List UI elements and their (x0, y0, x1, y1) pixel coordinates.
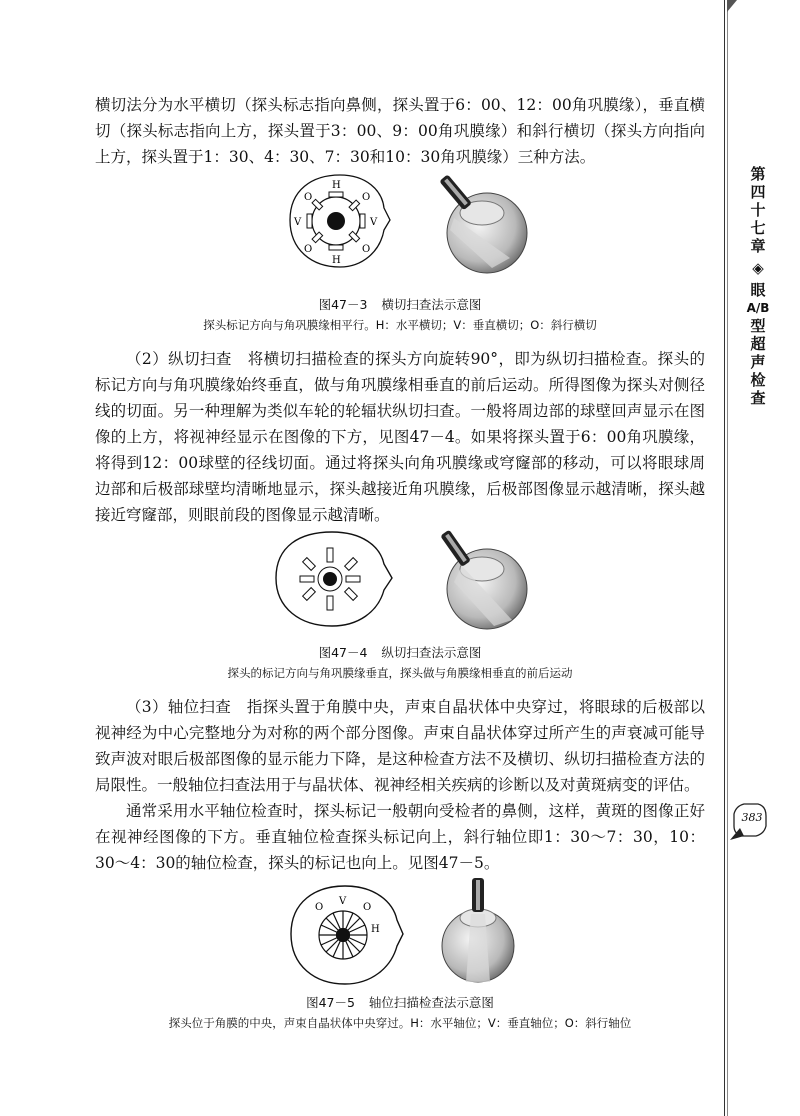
chapter-char: 七 (750, 219, 766, 237)
label-o-right: O (363, 902, 372, 913)
figure-title: 横切扫查法示意图 (381, 297, 482, 312)
chapter-char: 第 (750, 165, 766, 183)
label-o-tl: O (304, 192, 313, 203)
longitudinal-scan-diagram (270, 528, 395, 630)
chapter-char: 眼 (750, 281, 766, 299)
label-h-bottom: H (332, 255, 341, 266)
transverse-scan-diagram (282, 170, 392, 272)
figure-47-4-eyeball-probe (432, 524, 532, 638)
eyeball-probe-illustration (432, 524, 532, 634)
figure-47-5-note: 探头位于角膜的中央，声束自晶状体中央穿过。H：水平轴位；V：垂直轴位；O：斜行轴位 (168, 1016, 632, 1030)
chapter-char: 查 (750, 389, 766, 407)
figure-47-5-eyeball-probe (438, 878, 518, 992)
label-o-bl: O (304, 244, 313, 255)
chapter-char: 检 (750, 371, 766, 389)
figure-title: 轴位扫描检查法示意图 (368, 995, 494, 1010)
figure-number: 图47－4 (318, 645, 368, 660)
eyeball-probe-illustration (432, 168, 532, 278)
paragraph-longitudinal-scan: （2）纵切扫查 将横切扫描检查的探头方向旋转90°，即为纵切扫描检查。探头的标记方向与角巩膜缘始终垂直，做与角巩膜缘相垂直的前后运动。所得图像为探头对侧径线的切面。另一种理解为类似车轮的轮辐状纵切扫查。一般将周边部的球壁回声显示在图像的上方，将视神经显示在图像的下方，见图47－4。如果将探头置于6：00角巩膜缘，将得到12：00球壁的径线切面。通过将探头向角巩膜缘或穹窿部的移动，可以将眼球周边部和后极部球壁均清晰地显示，探头越接近角巩膜缘，后极部图像显示越清晰，探头越接近穹窿部，则眼前段的图像显示越清晰。 (95, 350, 705, 524)
label-h-top: H (332, 180, 341, 191)
chapter-title-vertical (746, 165, 770, 407)
eyeball-probe-illustration (438, 878, 518, 988)
margin-rule-secondary (727, 0, 728, 1116)
paragraph-axial-scan: （3）轴位扫查 指探头置于角膜中央，声束自晶状体中央穿过，将眼球的后极部以视神经为中心完整地分为对称的两个部分图像。声束自晶状体穿过所产生的声衰减可能导致声波对眼后极部图像的显示能力下降，是这种检查方法不及横切、纵切扫描检查方法的局限性。一般轴位扫查法用于与晶状体、视神经相关疾病的诊断以及对黄斑病变的评估。 (95, 698, 705, 794)
label-o-left: O (315, 902, 324, 913)
label-h: H (371, 924, 380, 935)
label-v-right: V (370, 217, 378, 228)
label-v-left: V (294, 217, 302, 228)
figure-title: 纵切扫查法示意图 (381, 645, 482, 660)
figure-47-5-caption (95, 993, 705, 1011)
figure-47-4-note: 探头的标记方向与角巩膜缘垂直，探头做与角膜缘相垂直的前后运动 (227, 666, 573, 680)
axial-scan-diagram (285, 882, 405, 988)
margin-tab-mark (727, 0, 737, 12)
figure-47-5-axial-diagram (285, 882, 405, 992)
chapter-char: 声 (750, 353, 766, 371)
label-o-br: O (362, 244, 371, 255)
chapter-char: 四 (750, 183, 766, 201)
figure-number: 图47－5 (306, 995, 355, 1010)
page-number: 383 (741, 811, 763, 824)
paragraph-transverse-methods: 横切法分为水平横切（探头标志指向鼻侧，探头置于6：00、12：00角巩膜缘），垂直横切（探头标志指向上方，探头置于3：00、9：00角巩膜缘）和斜行横切（探头方向指向上方，探头置于1：30、4：30、7：30和10：30角巩膜缘）三种方法。 (95, 96, 705, 166)
diamond-separator-icon: ◈ (752, 259, 764, 277)
figure-47-3-caption (95, 295, 705, 313)
figure-47-4-caption (95, 643, 705, 661)
chapter-char: 章 (750, 237, 766, 255)
chapter-char: A/B (746, 301, 770, 315)
paragraph-axial-orientation: 通常采用水平轴位检查时，探头标记一般朝向受检者的鼻侧，这样，黄斑的图像正好在视神经图像的下方。垂直轴位检查探头标记向上，斜行轴位即1：30～7：30，10：30～4：30的轴位检查，探头的标记也向上。见图47－5。 (95, 802, 705, 872)
figure-47-3-eyeball-probe (432, 168, 532, 282)
chapter-char: 十 (750, 201, 766, 219)
label-o-tr: O (362, 192, 371, 203)
label-v: V (339, 896, 347, 907)
figure-47-4-longitudinal-diagram (270, 528, 395, 634)
figure-number: 图47－3 (318, 297, 368, 312)
figure-47-3-transverse-diagram (282, 170, 392, 276)
margin-rule (724, 0, 725, 1116)
figure-47-3-note: 探头标记方向与角巩膜缘相平行。H：水平横切；V：垂直横切；O：斜行横切 (203, 318, 597, 332)
chapter-char: 型 (750, 317, 766, 335)
chapter-char: 超 (750, 335, 766, 353)
